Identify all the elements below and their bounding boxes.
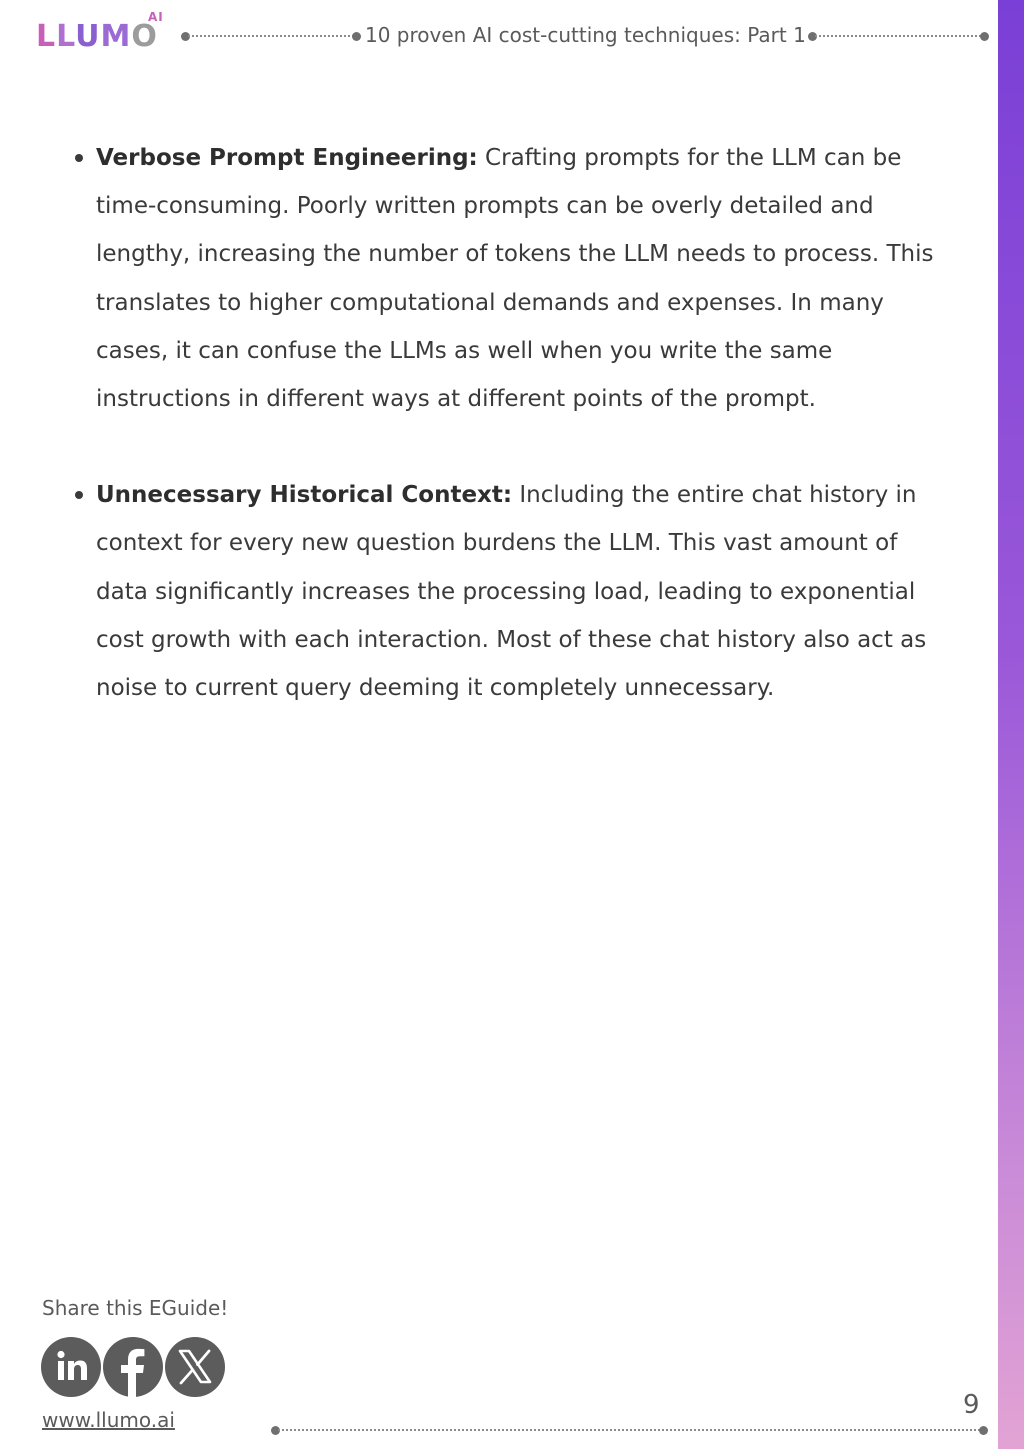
bullet-text: Including the entire chat history in context for every new question burdens the LLM. This vast amount of data significantly increases the processing load, leading to exponential cost growth with each interaction. Most of these chat history also act as noise to current query deeming it completely unnecessary. <box>96 482 927 702</box>
header-line-dot <box>980 32 989 41</box>
bullet-lead: Unnecessary Historical Context: <box>96 482 513 509</box>
footer-divider <box>278 1429 980 1431</box>
document-title: 10 proven AI cost-cutting techniques: Part 1 <box>365 23 806 47</box>
bullet-list <box>96 134 936 760</box>
x-icon <box>165 1337 225 1397</box>
linkedin-icon <box>41 1337 101 1397</box>
share-label: Share this EGuide! <box>42 1296 229 1320</box>
llumo-logo[interactable] <box>36 10 176 56</box>
header-line-dot <box>352 32 361 41</box>
bullet-text: Crafting prompts for the LLM can be time-consuming. Poorly written prompts can be overly detailed and lengthy, increasing the number of tokens the LLM needs to process. This translates to higher computational demands and expenses. In many cases, it can confuse the LLMs as well when you write the same instructions in different ways at different points of the prompt. <box>96 145 934 413</box>
list-item <box>96 134 936 423</box>
website-link[interactable]: www.llumo.ai <box>42 1408 175 1432</box>
bullet-lead: Verbose Prompt Engineering: <box>96 145 478 171</box>
header-divider-right <box>815 35 981 37</box>
logo-superscript: AI <box>148 10 164 24</box>
footer-line-dot <box>979 1426 988 1435</box>
facebook-button[interactable] <box>103 1337 163 1397</box>
list-item <box>96 471 936 712</box>
logo-wordmark: LLUMO <box>36 19 158 54</box>
side-accent-bar <box>998 0 1024 1449</box>
x-button[interactable] <box>165 1337 225 1397</box>
facebook-icon <box>103 1337 163 1397</box>
header-divider-left <box>188 35 354 37</box>
linkedin-button[interactable] <box>41 1337 101 1397</box>
page-number: 9 <box>963 1390 980 1420</box>
